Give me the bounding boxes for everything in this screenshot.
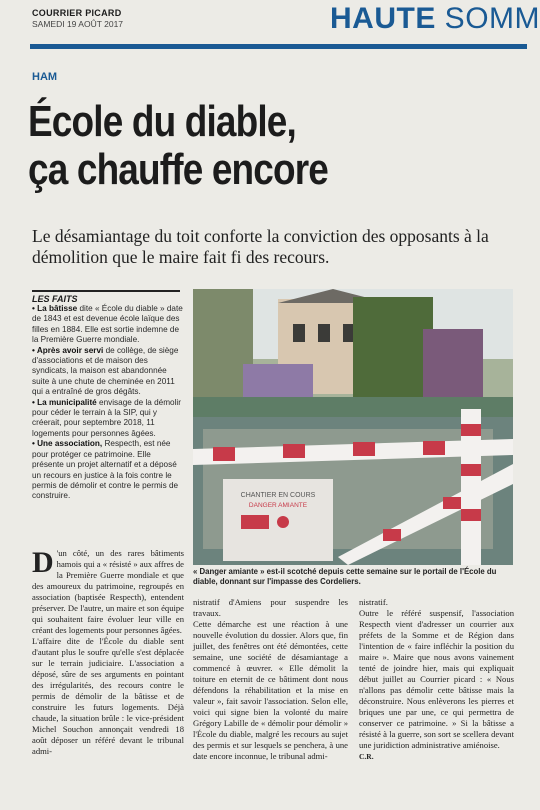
body-column-1 <box>32 548 184 757</box>
facts-title: LES FAITS <box>32 294 78 304</box>
fact-item: • La bâtisse dite « École du diable » date de 1843 et est devenue école laïque des filles en 1884. Elle est sortie indemne de la Première Guerre mondiale. <box>32 304 183 345</box>
issue-date: SAMEDI 19 AOÛT 2017 <box>32 19 124 29</box>
facts-box <box>32 304 184 502</box>
fact-item: • Une association, Respecth, est née pour protéger ce patrimoine. Elle présente un projet alternatif et a déposé un recours en justice à la fois contre le permis de démolir et contre le permis de construire. <box>32 439 179 501</box>
fact-item: • La municipalité envisage de la démolir pour céder le terrain à la SIP, qui y créerait, pour septembre 2018, 11 logements pour personnes âgées. <box>32 397 181 438</box>
body-paragraph: Cette démarche est une réaction à une nouvelle évolution du dossier. Alors que, fin juillet, des fenêtres ont été démontées, cette semaine, une société de désamiantage a commencé à œuvrer. « Elle démolit la toiture en eternit de ce bâtiment dont nous défendons la réhabilitation et la mise en valeur », fait savoir l'association. Selon elle, voici qui signe bien la volonté du maire Grégory Labille de « démolir pour démolir » l'École du diable, malgré les recours au sujet des permis et sur lesquels se penchera, à une date encore inconnue, le tribunal admi- <box>193 619 348 761</box>
photo-caption: « Danger amiante » est-il scotché depuis cette semaine sur le portail de l'École du diable, donnant sur l'impasse des Cordeliers. <box>193 567 497 586</box>
photo-sign-line-1: CHANTIER EN COURS <box>240 492 316 499</box>
body-paragraph: L'affaire dite de l'École du diable sent d'autant plus le soufre qu'elle s'est déplacée sur le terrain judiciaire. L'association a déposé, sûre de ses arguments en pointant des irrégularités, des recours contre le permis de démolir de la bâtisse et de construire les futurs logements. Déjà chaude, la situation brûle : le vice-président Michel Souchon annonçait vendredi 18 août déposer un référé devant le tribunal admi- <box>32 636 184 756</box>
body-column-2 <box>193 597 348 762</box>
section-label <box>330 2 540 36</box>
article-kicker: HAM <box>32 71 58 83</box>
newspaper-name: COURRIER PICARD <box>32 8 122 18</box>
facts-rule <box>32 290 180 292</box>
fact-item: • Après avoir servi de collège, de siège d'associations et de maison des syndicats, la maison est abandonnée suite à une chute de cheminée en 2011 qui a entraîné de gros dégâts. <box>32 345 179 397</box>
dropcap: D <box>32 546 54 579</box>
body-paragraph: nistratif. <box>359 597 388 607</box>
section-label-bold: HAUTE <box>330 2 436 35</box>
author-signature: C.R. <box>359 752 374 761</box>
photo-illustration <box>193 289 513 565</box>
body-paragraph: nistratif d'Amiens pour suspendre les travaux. <box>193 597 348 618</box>
headline-line-1: École du diable, <box>28 97 296 146</box>
headline-line-2: ça chauffe encore <box>28 145 329 194</box>
body-paragraph: Outre le référé suspensif, l'association Respecth vient d'adresser un courrier aux préfets de la Somme et de Région dans l'intention de « faire infléchir la position du maire ». Maire que nous avons vainement tenté de joindre hier, mais qui expliquait début juillet au Courrier picard : « Nous n'allons pas démolir cette bâtisse mais la déconstruire. Nous enlèverons les pierres et briques une par une, ce qui permettra de conserver ce patrimoine. » Si la bâtisse a résisté à la guerre, son sort se scellera devant une juridiction administrative amiénoise. <box>359 608 514 750</box>
section-rule <box>30 44 527 49</box>
body-column-3 <box>359 597 514 762</box>
article-deck: Le désamiantage du toit conforte la conviction des opposants à la démolition que le maire fait fi des recours. <box>32 226 489 267</box>
photo-sign-line-2: DANGER AMIANTE <box>248 502 308 509</box>
body-paragraph: 'un côté, un des rares bâtiments hamois qui a « résisté » aux affres de la Première Guerre mondiale et que des amoureux du patrimoine, regroupés en association (baptisée Respecth), entendent préserver. De l'autre, un maire et son équipe qui souhaitent faire évoluer leur ville en créant des logements pour personnes âgées. <box>32 548 184 635</box>
section-label-thin: SOMM <box>435 2 540 35</box>
article-headline <box>28 98 398 194</box>
article-photo <box>193 289 513 565</box>
